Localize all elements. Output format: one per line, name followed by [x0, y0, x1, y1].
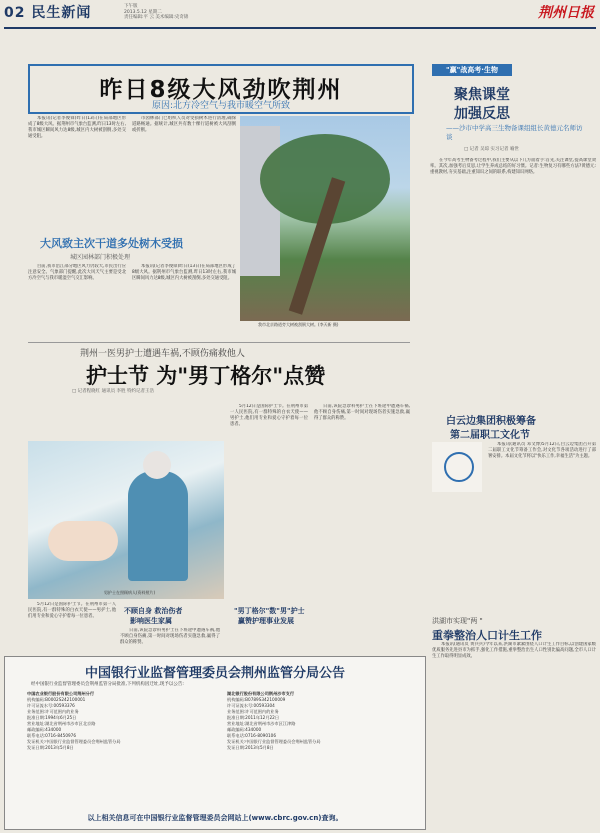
- science-body: 在今年高考生物备考过程中,我们主要从以下几方面着手:首先,关注课堂,提高课堂效率。其次,加强考后反思,让学生养成总结的好习惯。记者:生物复习有哪些方法?黄德元:重视教材,夯实基础,注重知识之间的联系,构建知识网络。: [430, 158, 596, 175]
- science-headline-2: 加强反思: [454, 106, 510, 122]
- family-headline: 重拳整治人口计生工作: [432, 629, 542, 642]
- nurse-body-b: 日前,该院急诊科男护士在下班途中遭遇车祸,他不顾自身伤痛,第一时间对现场伤者实施急救,赢得了群众的称赞。: [314, 404, 410, 421]
- notice-right-title: 湖北银行股份有限公司荆州沙市支行: [227, 691, 295, 696]
- nurse-sub2: 影响医生家属: [130, 617, 172, 625]
- header-rule: [4, 27, 596, 29]
- notice-left-row: 批准日期:1994年6月25日: [27, 715, 77, 720]
- notice-left-row: 联系电话:0716-8450976: [27, 733, 76, 738]
- nurse-body-a: 5月12日是国际护士节。在荆州市第一人民医院,有一群特殊的白衣天使——男护士,他们用专业和爱心守护着每一位患者。: [230, 404, 308, 427]
- notice-right-row: 联系电话:0716-8090106: [227, 733, 276, 738]
- notice-left-row: 邮政编码:434000: [27, 727, 62, 732]
- family-body: 本报讯(通讯员 黄兵兵)今年以来,洪湖市紧紧围绕人口计生工作目标,以创建国家级优质服务先进县市为抓手,强化工作措施,重拳整治出生人口性别比偏高问题,全市人口计生工作取得明显成效。: [432, 642, 596, 659]
- notice-title: 中国银行业监督管理委员会荆州监管分局公告: [84, 666, 345, 681]
- notice-left-row: 发证日期:2013年5月8日: [27, 745, 74, 750]
- nurse-body-d: 日前,该院急诊科男护士在下班途中遭遇车祸,他不顾自身伤痛,第一时间对现场伤者实施急救,赢得了群众的称赞。: [120, 628, 220, 645]
- hospital-photo-caption: 男护士在照顾病人(资料照片): [104, 590, 156, 595]
- science-headline-1: 聚焦课堂: [454, 87, 510, 103]
- science-byline: □ 记者 吴琼 实习记者 喻世: [464, 147, 519, 152]
- notice-left-row: 发证机关:中国银行业监督管理委员会荆州监管分局: [27, 739, 121, 744]
- nurse-rule: [28, 342, 410, 343]
- nurse-headline: 护士节 为"男丁格尔"点赞: [86, 364, 326, 388]
- issue-date: 2013.5.12 星期二: [124, 9, 162, 15]
- wind-body-left: 目前,我市沿江部分地区风力仍较大,市民出行应注意安全。气象部门提醒,此次大风天气主要是受北方冷空气与我市暖湿空气交汇影响。: [28, 264, 126, 281]
- culture-body: 本报讯(通讯员 邓文博)5月12日,白云边集团召开第二届职工文化节筹备工作会,对文化节各项活动进行了部署安排。本届文化节将以"快乐工作,幸福生活"为主题。: [488, 442, 596, 459]
- notice-intro: 经中国银行业监督管理委员会荆州监管分局批准,下列机构因迁址,现予以公告:: [31, 682, 184, 687]
- science-tag: "赢"战高考·生物: [432, 64, 512, 76]
- header-meta: [124, 4, 188, 21]
- notice-right-row: 营业地址:湖北省荆州市沙市区江津路: [227, 721, 296, 726]
- wind-sub-headline: 大风致主次干道多处树木受损: [40, 237, 183, 250]
- culture-logo: [432, 442, 482, 492]
- fallen-tree-photo: [240, 116, 410, 321]
- nurse-sub3: "男丁格尔"数"男"护士: [234, 607, 305, 615]
- notice-left-row: 机构编码:B0002S242100001: [27, 697, 86, 702]
- notice-left-title: 中国农业银行股份有限公司荆州分行: [27, 691, 95, 696]
- notice-footer: 以上相关信息可在中国银行业监督管理委员会网站上(www.cbrc.gov.cn)查询。: [87, 814, 343, 822]
- tree-photo-caption: 我市北京路道旁大树被刮倒大树。(李天新 摄): [258, 322, 339, 327]
- notice-left-row: 许可证流水号:00593376: [27, 703, 75, 708]
- editors-line: 责任编辑:平 云 美术编辑:史奇锦: [124, 15, 189, 20]
- wind-sub-sub: 城区园林部门积极处理: [70, 254, 131, 261]
- notice-right-row: 业务范围:许可范围内的业务: [227, 709, 279, 714]
- edition-label: 下午版: [124, 4, 138, 9]
- newspaper-logo: 荆州日报: [538, 5, 594, 21]
- cbrc-notice: [4, 656, 426, 830]
- notice-right-row: 批准日期:2011年12月22日: [227, 715, 280, 720]
- notice-right-row: 许可证流水号:00593304: [227, 703, 275, 708]
- wind-lead-text: 本报讯(记者李俊锋)昨日(13日)在局部地区形成了8级大风。据荆州市气象台监测,昨日13时左右,我市城区瞬间风力达8级,城区内大树被刮倒,多处交通受阻。: [28, 116, 126, 139]
- notice-right-row: 发证机关:中国银行业监督管理委员会荆州监管分局: [227, 739, 321, 744]
- hospital-photo: [28, 441, 224, 599]
- notice-right-row: 邮政编码:434000: [227, 727, 262, 732]
- notice-right-row: 机构编码:B0789S342100009: [227, 697, 286, 702]
- wind-body-left-2: 本报讯(记者李俊锋)昨日(13日)在局部地区形成了8级大风。据荆州市气象台监测,昨日13时左右,我市城区瞬间风力达8级,城区内大树被刮倒,多处交通受阻。: [132, 264, 236, 281]
- wind-headline-frame: [28, 64, 414, 114]
- nurse-body-c: 5月12日是国际护士节。在荆州市第一人民医院,有一群特殊的白衣天使——男护士,他们用专业和爱心守护着每一位患者。: [28, 602, 116, 619]
- notice-left-row: 营业地址:湖北省荆州市沙市区北京路: [27, 721, 96, 726]
- family-kicker: 洪湖市实现"两 ": [432, 617, 483, 625]
- nurse-sub1: 不顾自身 救治伤者: [124, 607, 183, 615]
- nurse-sub4: 赢赞护理事业发展: [238, 617, 294, 625]
- nurse-kicker: 荆州一医男护士遭遇车祸,不顾伤痛救他人: [80, 349, 245, 359]
- notice-left-block: [27, 691, 207, 751]
- nurse-byline: □ 记者程晓红 通讯员 李胜 特约记者王浩: [72, 389, 154, 394]
- culture-headline-1: 白云边集团积极筹备: [446, 416, 536, 427]
- notice-right-block: [227, 691, 417, 751]
- science-subtitle: ——沙市中学高三生物备课组组长黄德元名师访谈: [446, 124, 583, 141]
- section-title: 02 民生新闻: [4, 5, 92, 21]
- culture-headline-2: 第二届职工文化节: [450, 430, 530, 441]
- notice-right-row: 发证日期:2013年5月8日: [227, 745, 274, 750]
- wind-body-right: 市园林部门已组织人员对受损树木进行清理,确保道路畅通。据统计,城区共有数十棵行道树被大风刮倒或折断。: [132, 116, 236, 133]
- wind-headline: 昨日8级大风劲吹荆州: [99, 77, 343, 103]
- wind-subhead: 原因:北方冷空气与我市暖空气所致: [151, 101, 291, 111]
- notice-left-row: 业务范围:许可范围内的业务: [27, 709, 79, 714]
